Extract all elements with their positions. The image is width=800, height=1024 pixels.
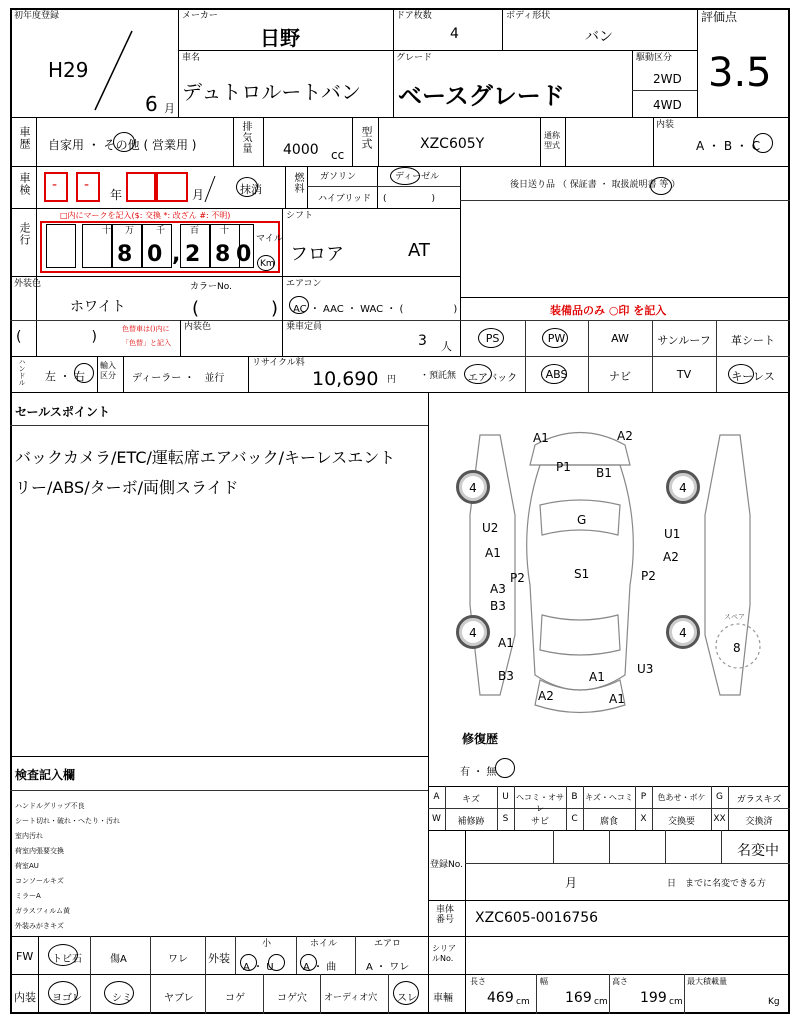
legend-desc: 補修跡 — [457, 817, 485, 827]
wheel-front-left: 4 — [456, 470, 490, 504]
unit-ju2: 十 — [220, 226, 230, 236]
ext-a-circle — [240, 954, 257, 971]
equip-navi: ナビ — [609, 370, 631, 383]
divider — [10, 756, 428, 757]
wear-circle — [393, 981, 419, 1005]
capacity-unit: 人 — [441, 340, 452, 353]
damage-a1-bumper: A1 — [609, 692, 625, 706]
legend-code: S — [502, 814, 509, 824]
handle-sides: 左 ・ 右 — [45, 370, 85, 383]
note-item: コンソールキズ — [15, 877, 64, 885]
divider — [307, 186, 460, 187]
damage-a3: A3 — [490, 582, 506, 596]
divider — [296, 936, 297, 974]
drive-2wd: 2WD — [653, 72, 682, 86]
ac-circle — [289, 296, 309, 314]
name-change: 名変中 — [737, 843, 779, 859]
dash: - — [52, 177, 58, 193]
mile-unit: マイル — [256, 234, 283, 244]
length-unit: cm — [516, 997, 530, 1007]
equip-header: 装備品のみ ○印 を記入 — [550, 304, 667, 317]
month-unit: 月 — [164, 102, 175, 115]
divider — [684, 974, 685, 1014]
legend-desc: 交換要 — [667, 817, 695, 827]
ext-u-circle — [268, 954, 285, 971]
int-wear: スレ — [397, 993, 417, 1004]
capacity-label: 乗車定員 — [286, 322, 323, 332]
divider — [460, 356, 790, 357]
divider — [536, 974, 537, 1014]
divider — [632, 50, 633, 117]
vin-label: 車体番号 — [436, 905, 455, 925]
reg-no-label: 登録No. — [430, 860, 463, 870]
expired: 抹消 — [240, 183, 262, 196]
recycle-label: リサイクル料 — [252, 358, 305, 368]
fuel-gasoline: ガソリン — [320, 172, 357, 182]
usage-circle — [113, 132, 135, 152]
legend-code: P — [640, 792, 647, 802]
drive-4wd: 4WD — [653, 98, 682, 112]
equip-leather: 革シート — [731, 334, 775, 347]
body-type: バン — [585, 29, 613, 45]
displacement: 4000 — [283, 142, 319, 158]
equip-tv: TV — [676, 368, 692, 381]
divider — [540, 117, 541, 166]
fw-scratch: 傷A — [110, 954, 127, 965]
divider — [565, 117, 566, 166]
model-name: デュトロルートバン — [182, 80, 361, 104]
divider — [320, 974, 321, 1014]
int-burn: コゲ — [225, 993, 245, 1004]
divider — [178, 50, 697, 51]
damage-a2-right: A2 — [663, 550, 679, 564]
fw-chip: トビ石 — [52, 954, 82, 965]
divider — [205, 936, 206, 1014]
ext-aero-label: エアロ — [374, 939, 402, 949]
equip-ps: PS — [485, 332, 500, 345]
divider — [460, 320, 790, 321]
divider — [465, 863, 790, 864]
divider — [460, 166, 461, 356]
unit-hyaku: 百 — [190, 226, 200, 236]
inspection-label: 車検 — [18, 172, 31, 196]
note-item: 外装みがきキズ — [15, 922, 64, 930]
displacement-label: 排気量 — [240, 121, 251, 154]
int-stain: シミ — [112, 993, 132, 1004]
equip-pw: PW — [547, 332, 566, 345]
damage-s1: S1 — [574, 567, 590, 581]
repair-value: 有 ・ 無 — [460, 767, 497, 778]
divider — [632, 90, 697, 91]
divider — [388, 974, 389, 1014]
ext-label: 外装 — [208, 952, 230, 965]
load-label: 最大積載量 — [687, 977, 727, 986]
import-label: 輸入区分 — [100, 361, 116, 380]
note-item: ミラーA — [15, 892, 41, 900]
fw-label: FW — [16, 950, 34, 963]
inspection-month-box-2 — [156, 172, 188, 202]
divider — [10, 356, 460, 357]
maker-label: メーカー — [182, 11, 218, 21]
body-label: ボディ形状 — [506, 11, 551, 21]
damage-u3: U3 — [637, 662, 654, 676]
abs-circle — [541, 364, 567, 384]
reg-month: 6 — [145, 92, 158, 116]
wheel-front-right: 4 — [666, 470, 700, 504]
divider — [263, 974, 264, 1014]
divider — [428, 808, 790, 809]
divider — [285, 166, 286, 208]
divider — [233, 117, 234, 166]
dims-label: 車輛 — [433, 993, 453, 1004]
legend-code: U — [502, 792, 509, 802]
divider — [465, 830, 466, 900]
interior-label: 内装 — [656, 120, 675, 130]
damage-b3-lower: B3 — [498, 669, 514, 683]
divider — [97, 356, 98, 392]
divider — [502, 8, 503, 50]
damage-b3-left: B3 — [490, 599, 506, 613]
note-item: 荷室AU — [15, 862, 39, 870]
divider — [90, 936, 91, 1014]
divider — [10, 790, 428, 791]
month-unit: 月 — [192, 188, 205, 202]
type: XZC605Y — [420, 136, 485, 152]
import: ディーラー ・ 並行 — [132, 373, 225, 384]
legend-desc: キズ — [462, 795, 480, 805]
km-unit: Km — [260, 259, 275, 269]
divider — [263, 117, 264, 166]
height: 199 — [640, 990, 667, 1006]
legend-desc: ヘコミ・オサレ — [516, 793, 564, 813]
paren: ( ) — [16, 329, 97, 345]
divider — [428, 392, 429, 1014]
keyless-circle — [728, 364, 754, 384]
ac-text: AC ・ AAC ・ WAC ・ ( ) — [293, 304, 458, 315]
mileage-box-0 — [46, 224, 76, 268]
width: 169 — [565, 990, 592, 1006]
sales-point-line-2: リー/ABS/ターボ/両側スライド — [15, 478, 239, 497]
legend-desc: キズ・ヘコミ — [585, 793, 633, 802]
airbag-circle — [464, 364, 492, 384]
divider — [428, 900, 790, 901]
divider — [180, 320, 181, 356]
ext-wheel-label: ホイル — [310, 939, 338, 949]
divider — [378, 117, 379, 166]
legend-desc: 色あせ・ボケ — [657, 793, 706, 802]
damage-a2-rear: A2 — [538, 689, 554, 703]
fuel-hybrid: ハイブリッド — [318, 194, 372, 204]
stain-circle — [104, 981, 134, 1005]
mileage-note: □内にマークを記入($: 交換 *: 改ざん #: 不明) — [60, 211, 231, 220]
divider — [178, 8, 179, 117]
divider — [553, 830, 554, 863]
unit-ju: 十 — [102, 226, 112, 236]
divider — [377, 166, 378, 208]
sales-point-line-1: バックカメラ/ETC/運転席エアバック/キーレスエント — [15, 448, 396, 467]
color-change-note-2: 「色替」と記入 — [122, 339, 171, 347]
first-reg-label: 初年度登録 — [14, 11, 60, 21]
ext-small-value: A ・ U — [243, 962, 274, 973]
fuel-diesel: ディーゼル — [395, 172, 440, 182]
wheel-a-circle — [300, 954, 317, 971]
score: 3.5 — [708, 50, 772, 96]
history-label: 車歴 — [18, 126, 31, 150]
km-circle — [257, 255, 275, 271]
height-label: 高さ — [612, 977, 628, 986]
divider — [609, 830, 610, 863]
interior-circle — [753, 133, 773, 153]
type-label: 型式 — [360, 126, 373, 150]
damage-a2-top: A2 — [617, 429, 633, 443]
divider — [465, 900, 466, 936]
width-label: 幅 — [540, 977, 548, 986]
divider — [465, 936, 466, 1014]
ext-small-label: 小 — [262, 939, 272, 949]
recycle: 10,690 — [312, 368, 379, 390]
unit-man: 万 — [125, 226, 135, 236]
grade-label: グレード — [396, 53, 433, 63]
color-no-label: カラーNo. — [190, 282, 232, 292]
deposit: ・預託無 — [420, 371, 457, 381]
car-diagram — [440, 405, 780, 725]
digit-0: 8 — [117, 242, 133, 267]
int-color-label: 内装色 — [184, 322, 212, 332]
equip-aw: AW — [611, 332, 629, 345]
pw-circle — [542, 328, 568, 348]
legend-code: A — [433, 792, 440, 802]
cc-unit: cc — [331, 148, 345, 162]
divider — [653, 117, 654, 166]
divider — [10, 936, 428, 937]
usage-text: 自家用 ・ その他 ( 営業用 ) — [48, 138, 197, 152]
divider — [307, 166, 308, 208]
handle-label: ハンドル — [18, 358, 26, 386]
divider — [10, 425, 428, 426]
digit-4: 0 — [236, 242, 252, 267]
fuel-label: 燃料 — [292, 172, 303, 194]
divider — [460, 297, 790, 298]
items-label: 後日送り品 （ 保証書 ・ 取扱説明書 等 ） — [510, 180, 681, 190]
divider — [10, 117, 790, 118]
sales-point-title: セールスポイント — [15, 405, 110, 419]
damage-u1: U1 — [664, 527, 681, 541]
damage-a1-rear: A1 — [589, 670, 605, 684]
ext-wheel-value: A ・ 曲 — [303, 962, 337, 973]
length-label: 長さ — [470, 977, 486, 986]
grade: ベースグレード — [398, 82, 565, 110]
equip-abs: ABS — [545, 368, 568, 381]
wheel-rear-right: 4 — [666, 615, 700, 649]
length: 469 — [487, 990, 514, 1006]
damage-p2-left: P2 — [510, 571, 525, 585]
equip-airbag: エアバック — [467, 373, 518, 384]
spare-value: 8 — [733, 641, 741, 655]
int-tear: ヤブレ — [164, 993, 194, 1004]
era-year: H29 — [48, 58, 89, 82]
ext-color-label: 外装色 — [14, 279, 42, 289]
dash: - — [84, 177, 90, 193]
unit-sen: 千 — [156, 226, 166, 236]
date-slash — [90, 28, 140, 113]
divider — [150, 936, 151, 1014]
fw-crack: ワレ — [168, 954, 188, 965]
divider — [393, 8, 394, 117]
color-no-paren: ( ) — [192, 298, 279, 319]
expired-circle — [236, 177, 258, 197]
repair-label: 修復歴 — [462, 732, 499, 746]
serial-label: シリアルNo. — [432, 944, 456, 963]
damage-p2-right: P2 — [641, 569, 656, 583]
int-label: 内装 — [14, 991, 36, 1004]
drive-label: 駆動区分 — [636, 53, 673, 63]
inspection-notes-title: 検査記入欄 — [15, 768, 76, 782]
divider — [609, 974, 610, 1014]
right-circle — [74, 363, 94, 383]
maker: 日野 — [260, 26, 300, 50]
comma: , — [172, 242, 181, 267]
ac-label: エアコン — [286, 279, 322, 289]
divider — [355, 936, 356, 974]
model-name-label: 車名 — [182, 53, 201, 63]
note-item: 荷室内張要交換 — [15, 847, 64, 855]
note-item: ガラスフィルム黄 — [15, 907, 70, 915]
shift-type: AT — [408, 240, 430, 261]
common-type-label: 通称型式 — [544, 131, 560, 150]
int-audio-hole: オーディオ穴 — [324, 993, 378, 1003]
divider — [10, 320, 460, 321]
reg-deadline: 日 までに名変できる方 — [667, 879, 767, 889]
digit-3: 8 — [215, 242, 231, 267]
legend-code: B — [571, 792, 578, 802]
divider — [460, 200, 790, 201]
legend-code: C — [571, 814, 578, 824]
shift-label: シフト — [286, 211, 314, 221]
note-item: 室内汚れ — [15, 832, 43, 840]
ext-color: ホワイト — [70, 299, 126, 315]
divider — [235, 936, 236, 974]
repair-circle — [495, 758, 515, 778]
legend-code: XX — [713, 814, 726, 824]
mileage-label: 走行 — [18, 222, 31, 246]
year-unit: 年 — [110, 188, 123, 202]
divider — [282, 276, 283, 356]
int-dirt: ヨゴレ — [52, 993, 82, 1004]
legend-code: W — [432, 814, 441, 824]
divider — [352, 117, 353, 166]
divider — [665, 830, 666, 863]
damage-b1: B1 — [596, 466, 612, 480]
yen: 円 — [387, 375, 397, 385]
damage-a1-left: A1 — [485, 546, 501, 560]
ext-aero-value: A ・ ワレ — [366, 962, 410, 973]
divider — [721, 830, 722, 863]
digit-2: 2 — [185, 242, 201, 267]
shift: フロア — [290, 244, 344, 265]
doors-label: ドア枚数 — [396, 11, 432, 21]
wheel-rear-left: 4 — [456, 615, 490, 649]
divider — [10, 208, 460, 209]
legend-desc: ガラスキズ — [736, 795, 782, 805]
load-unit: Kg — [768, 997, 780, 1007]
equip-sunroof: サンルーフ — [657, 334, 711, 347]
manual-circle — [650, 177, 672, 195]
legend-desc: 交換済 — [745, 817, 773, 827]
diesel-circle — [390, 167, 420, 185]
divider — [697, 8, 698, 117]
inspection-month-box-1 — [126, 172, 156, 202]
chip-circle — [48, 944, 78, 966]
capacity: 3 — [418, 333, 427, 349]
width-unit: cm — [594, 997, 608, 1007]
ps-circle — [478, 328, 504, 348]
legend-desc: サビ — [530, 817, 549, 827]
spare-label: スペア — [724, 613, 745, 621]
score-label: 評価点 — [701, 10, 738, 24]
equip-keyless: キーレス — [731, 370, 775, 383]
divider — [248, 356, 249, 392]
color-change-note-1: 色替車は()内に — [122, 325, 170, 333]
int-burn-hole: コゲ穴 — [277, 993, 307, 1004]
legend-code: X — [640, 814, 647, 824]
damage-u2: U2 — [482, 521, 499, 535]
damage-g: G — [577, 513, 587, 527]
fuel-hybrid-paren: ( ) — [383, 194, 436, 204]
divider — [428, 936, 790, 937]
vin: XZC605-0016756 — [475, 910, 599, 926]
slash — [203, 174, 217, 204]
digit-1: 0 — [147, 242, 163, 267]
reg-month-unit: 月 — [565, 876, 578, 890]
note-item: シート切れ・破れ・へたり・汚れ — [15, 817, 120, 825]
damage-p1: P1 — [556, 460, 571, 474]
height-unit: cm — [669, 997, 683, 1007]
damage-a1-top: A1 — [533, 431, 549, 445]
divider — [10, 276, 460, 277]
doors: 4 — [450, 26, 459, 42]
interior-grades: A ・ B ・ C — [696, 139, 761, 153]
divider — [10, 974, 790, 975]
divider — [123, 356, 124, 392]
legend-desc: 腐食 — [599, 817, 618, 827]
note-item: ハンドルグリップ不良 — [15, 802, 85, 810]
divider — [428, 786, 790, 787]
dirt-circle — [48, 981, 78, 1005]
divider — [10, 392, 790, 393]
divider — [38, 936, 39, 1014]
damage-a1-lower: A1 — [498, 636, 514, 650]
legend-code: G — [716, 792, 723, 802]
